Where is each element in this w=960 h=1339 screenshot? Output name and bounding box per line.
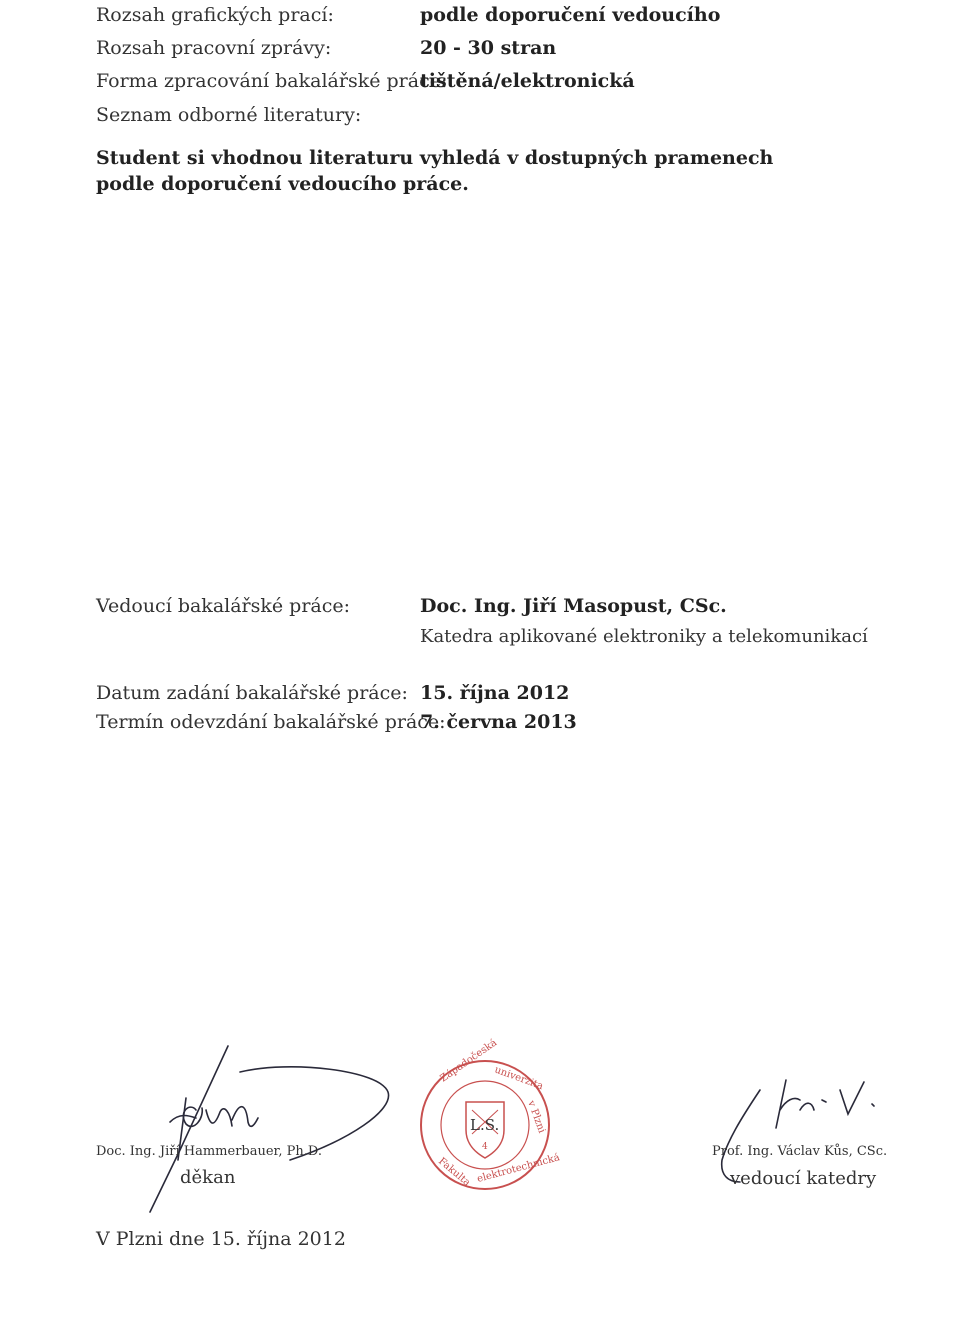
dean-name: Doc. Ing. Jiří Hammerbauer, Ph.D.: [96, 1144, 322, 1159]
supervisor-name: Doc. Ing. Jiří Masopust, CSc.: [420, 595, 727, 617]
label-thesis-form: Forma zpracování bakalářské práce:: [96, 70, 448, 92]
svg-text:v Plzni: v Plzni: [525, 1099, 548, 1135]
value-thesis-form: tištěná/elektronická: [420, 70, 635, 92]
label-supervisor: Vedoucí bakalářské práce:: [96, 595, 351, 617]
place-date: V Plzni dne 15. října 2012: [96, 1228, 346, 1250]
value-due-date: 7. června 2013: [420, 711, 577, 733]
head-role: vedoucí katedry: [730, 1168, 877, 1189]
svg-text:univerzita: univerzita: [492, 1064, 545, 1093]
stamp-ls-text: L.S.: [470, 1116, 500, 1134]
label-due-date: Termín odevzdání bakalářské práce:: [96, 711, 446, 733]
label-report-scope: Rozsah pracovní zprávy:: [96, 37, 332, 59]
svg-text:elektrotechnická: elektrotechnická: [475, 1152, 562, 1185]
label-literature-list: Seznam odborné literatury:: [96, 104, 362, 126]
stamp-number: 4: [482, 1142, 488, 1152]
supervisor-department: Katedra aplikované elektroniky a telekomunikací: [420, 626, 868, 647]
svg-text:Západočeská: Západočeská: [438, 1037, 500, 1085]
label-graphic-scope: Rozsah grafických prací:: [96, 4, 334, 26]
head-name: Prof. Ing. Václav Kůs, CSc.: [712, 1144, 888, 1159]
value-graphic-scope: podle doporučení vedoucího: [420, 4, 721, 26]
value-report-scope: 20 - 30 stran: [420, 37, 557, 59]
value-assigned-date: 15. října 2012: [420, 682, 570, 704]
label-assigned-date: Datum zadání bakalářské práce:: [96, 682, 408, 704]
svg-text:Fakulta: Fakulta: [436, 1155, 473, 1189]
dean-role: děkan: [180, 1167, 236, 1188]
literature-paragraph: Student si vhodnou literaturu vyhledá v dostupných pramenech podle doporučení vedoucího práce.: [96, 147, 774, 195]
